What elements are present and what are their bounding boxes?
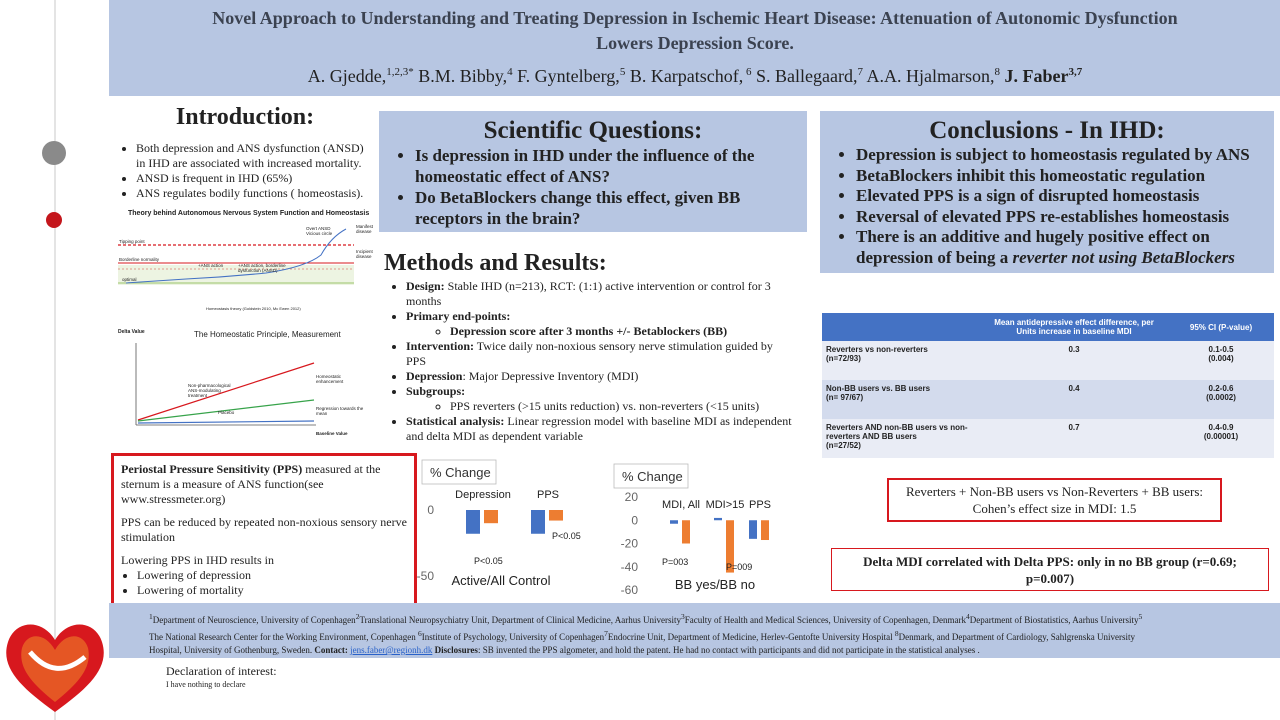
- pps-paragraph-3: Lowering PPS in IHD results in: [121, 553, 274, 567]
- svg-text:+ANS action: +ANS action: [198, 263, 224, 268]
- p-value-label: P=003: [662, 557, 689, 567]
- y-tick-label: -50: [416, 569, 434, 583]
- table-header: Mean antidepressive effect difference, per Units increase in baseline MDI: [980, 313, 1168, 341]
- question-item: • Is depression in IHD under the influence of the homeostatic effect of ANS?: [415, 145, 807, 187]
- svg-text:Overt ANSD: Overt ANSD: [306, 226, 331, 231]
- author-name: A.A. Hjalmarson,$^8$: [863, 66, 1000, 86]
- table-row: [822, 380, 1274, 419]
- author-name: B.M. Bibby,$^4$: [413, 66, 513, 86]
- author-name: F. Gyntelberg,$^5$: [512, 66, 626, 86]
- delta-correlation-box: [831, 548, 1269, 591]
- table-cell: Reverters AND non-BB users vs non-reverters AND BB users (n=27/52): [822, 419, 980, 458]
- bar: [749, 520, 757, 539]
- author-name: S. Ballegaard,$^7$: [751, 66, 864, 86]
- bar: [714, 518, 722, 520]
- subgroups-item: • Subgroups: ◦ PPS reverters (>15 units reduction) vs. non-reverters (<15 units): [406, 384, 794, 414]
- svg-text:disease: disease: [356, 229, 372, 234]
- footer-line-1: $^1$Department of Neuroscience, University of Copenhagen$^2$Translational Neuropsychiatry Unit, Department of Clinical Medicine, Aarhus University$^3$Faculty of Health and Medical Sciences, University of Copenhagen, Denmark$^4$Department of Biostatistics, Aarhus University$^5$: [149, 612, 1143, 625]
- intro-bullet: • ANS regulates bodily functions ( homeostasis).: [136, 186, 370, 201]
- svg-text:Homeostasis theory (Goldstein: Homeostasis theory (Goldstein 2010, Mc Ewen 2012): [206, 306, 301, 311]
- svg-text:Non-pharmacological: Non-pharmacological: [188, 383, 231, 388]
- footer-line-2: The National Research Center for the Working Environment, Copenhagen $^6$Institute of Psychology, University of Copenhagen$^7$Endocrine Unit, Department of Medicine, Herlev-Gentofte University Hospital $^8$Denmark, and Department of Cardiology, Sahlgrenska University: [149, 629, 1135, 642]
- author-name: A. Gjedde,$^{1,2,3*}$: [307, 66, 414, 86]
- svg-text:Manifest: Manifest: [356, 224, 374, 229]
- svg-text:treatment: treatment: [188, 393, 208, 398]
- category-label: PPS: [748, 499, 772, 511]
- category-label: Depression: [455, 489, 511, 501]
- chart-active-control: [412, 458, 598, 593]
- table-row: [822, 341, 1274, 380]
- table-cell: 0.4-0.9 (0.00001): [1168, 419, 1274, 458]
- svg-text:ANS-modulating: ANS-modulating: [188, 388, 221, 393]
- heart-logo: [0, 612, 110, 720]
- intro-bullet: • Both depression and ANS dysfunction (ANSD) in IHD are associated with increased mortality.: [136, 141, 370, 171]
- svg-text:Homeostatic: Homeostatic: [316, 374, 342, 379]
- bar: [761, 520, 769, 540]
- intro-title: Introduction:: [175, 104, 315, 130]
- svg-text:Vicious circle: Vicious circle: [306, 231, 333, 236]
- table-cell: Non-BB users vs. BB users (n= 97/67): [822, 380, 980, 419]
- red-dot: [46, 212, 62, 228]
- cohen-line-1: Reverters + Non-BB users vs Non-Reverters + BB users:: [905, 484, 1203, 499]
- bar: [466, 510, 480, 534]
- chart-title: % Change: [430, 465, 491, 480]
- declaration-text: I have nothing to declare: [166, 680, 246, 689]
- svg-text:Delta Value: Delta Value: [118, 329, 145, 335]
- svg-text:Regression towards the: Regression towards the: [316, 406, 364, 411]
- author-name: B. Karpatschof, $^6$: [625, 66, 752, 86]
- y-tick-label: -40: [620, 559, 638, 574]
- pps-bullet: • Lowering of mortality: [137, 583, 407, 598]
- results-table: [822, 313, 1274, 458]
- svg-text:Placebo: Placebo: [218, 410, 235, 415]
- svg-text:dysfunction (ANSD): dysfunction (ANSD): [238, 268, 278, 273]
- chart-title: % Change: [622, 469, 683, 484]
- intervention-item: • Intervention: Twice daily non-noxious sensory nerve stimulation guided by PPS: [406, 339, 794, 369]
- scientific-questions-box: [379, 111, 807, 232]
- y-tick-label: -60: [620, 583, 638, 597]
- category-label: PPS: [536, 489, 560, 501]
- table-cell: 0.1-0.5 (0.004): [1168, 341, 1274, 380]
- delta-line-1: Delta MDI correlated with Delta PPS: only in no BB group (r=0.69;: [863, 554, 1237, 569]
- y-tick-label: 20: [624, 490, 638, 504]
- conclusion-item: • Elevated PPS is a sign of disrupted homeostasis: [856, 186, 1274, 207]
- conclusion-item: • BetaBlockers inhibit this homeostatic regulation: [856, 166, 1274, 187]
- svg-text:Theory behind Autonomous Nervo: Theory behind Autonomous Nervous System Function and Homeostasis: [128, 210, 370, 217]
- conclusion-item: • Depression is subject to homeostasis regulated by ANS: [856, 145, 1274, 166]
- primary-item: • Primary end-points: ◦ Depression score after 3 months +/- Betablockers (BB): [406, 309, 794, 339]
- y-tick-label: 0: [427, 503, 434, 517]
- pps-paragraph-1: Periostal Pressure Sensitivity (PPS) measured at the sternum is a measure of ANS function(see www.stressmeter.org): [121, 462, 381, 506]
- gray-dot: [42, 141, 66, 165]
- questions-title: Scientific Questions:: [483, 117, 703, 144]
- p-value-label: P=009: [726, 562, 753, 572]
- bar: [531, 510, 545, 534]
- delta-line-2: p=0.007): [1025, 571, 1075, 586]
- poster-title: Novel Approach to Understanding and Treating Depression in Ischemic Heart Disease: Attenuation of Autonomic Dysfunction Lowers Depression Score.: [212, 8, 1178, 53]
- svg-text:The Homeostatic Principle, Mea: The Homeostatic Principle, Measurement: [194, 330, 341, 339]
- intro-bullets: [120, 141, 370, 201]
- table-cell: Reverters vs non-reverters (n=72/93): [822, 341, 980, 380]
- methods-list: [384, 279, 794, 444]
- homeostatic-principle-figure: [116, 325, 378, 440]
- svg-text:enhancement: enhancement: [316, 379, 344, 384]
- intro-bullet: • ANSD is frequent in IHD (65%): [136, 171, 370, 186]
- table-cell: 0.3: [980, 341, 1168, 380]
- bar: [549, 510, 563, 521]
- conclusion-item: • Reversal of elevated PPS re-establishes homeostasis: [856, 207, 1274, 228]
- table-header: 95% CI (P-value): [1168, 313, 1274, 341]
- svg-text:Tipping point: Tipping point: [119, 239, 145, 244]
- p-value-label: P<0.05: [474, 556, 503, 566]
- table-row: [822, 419, 1274, 458]
- methods-title: Methods and Results:: [384, 250, 607, 276]
- stats-item: • Statistical analysis: Linear regression model with baseline MDI as independent and delta MDI as dependent variable: [406, 414, 794, 444]
- svg-text:mean: mean: [316, 411, 328, 416]
- conclusion-item: • There is an additive and hugely positive effect on depression of being a reverter not using BetaBlockers: [856, 227, 1274, 268]
- pps-paragraph-2: PPS can be reduced by repeated non-noxious sensory nerve stimulation: [121, 515, 407, 544]
- chart-bb-yes-no: [608, 462, 788, 597]
- svg-text:Baseline Value: Baseline Value: [316, 431, 348, 436]
- declaration-title: Declaration of interest:: [166, 664, 277, 678]
- author-list: A. Gjedde,$^{1,2,3*}$ B.M. Bibby,$^4$ F. Gyntelberg,$^5$ B. Karpatschof, $^6$ S. Ballegaard,$^7$ A.A. Hjalmarson,$^8$ J. Faber$^{3,7}$: [307, 66, 1083, 86]
- category-label: MDI, All: [662, 499, 700, 511]
- svg-text:Incipient: Incipient: [356, 249, 373, 254]
- table-cell: 0.2-0.6 (0.0002): [1168, 380, 1274, 419]
- x-axis-label: Active/All Control: [451, 573, 551, 588]
- svg-text:disease: disease: [356, 254, 372, 259]
- cohen-effect-box: [887, 478, 1222, 522]
- bar: [670, 520, 678, 523]
- conclusions-box: [820, 111, 1274, 273]
- svg-text:Borderline normality: Borderline normality: [119, 257, 160, 262]
- y-tick-label: -20: [620, 536, 638, 551]
- email-link[interactable]: jens.faber@regionh.dk: [350, 645, 433, 655]
- category-label: MDI>15: [705, 499, 745, 511]
- bar: [682, 520, 690, 543]
- affiliations-footer: [109, 603, 1280, 658]
- svg-text:optimal: optimal: [122, 277, 137, 282]
- pps-info-box: [111, 453, 417, 610]
- p-value-label: P<0.05: [552, 531, 581, 541]
- footer-line-3: Hospital, University of Gothenburg, Sweden. Contact: jens.faber@regionh.dk Disclosures: SB invented the PPS algometer, and hold the patent. He had no contact with participants and did not participate in the statistical analyses .: [149, 645, 980, 655]
- table-cell: 0.7: [980, 419, 1168, 458]
- y-tick-label: 0: [631, 513, 638, 528]
- question-item: • Do BetaBlockers change this effect, given BB receptors in the brain?: [415, 187, 807, 229]
- bar: [484, 510, 498, 523]
- pps-bullet: • Lowering of depression: [137, 568, 407, 583]
- homeostasis-theory-figure: [116, 207, 378, 317]
- svg-text:+ANS action, borderline: +ANS action, borderline: [238, 263, 286, 268]
- conclusions-title: Conclusions - In IHD:: [929, 117, 1165, 144]
- design-item: • Design: Stable IHD (n=213), RCT: (1:1) active intervention or control for 3 months: [406, 279, 794, 309]
- cohen-line-2: Cohen’s effect size in MDI: 1.5: [972, 501, 1137, 516]
- depression-item: • Depression: Major Depressive Inventory (MDI): [406, 369, 794, 384]
- table-header: [822, 313, 980, 341]
- x-axis-label: BB yes/BB no: [674, 577, 756, 592]
- table-cell: 0.4: [980, 380, 1168, 419]
